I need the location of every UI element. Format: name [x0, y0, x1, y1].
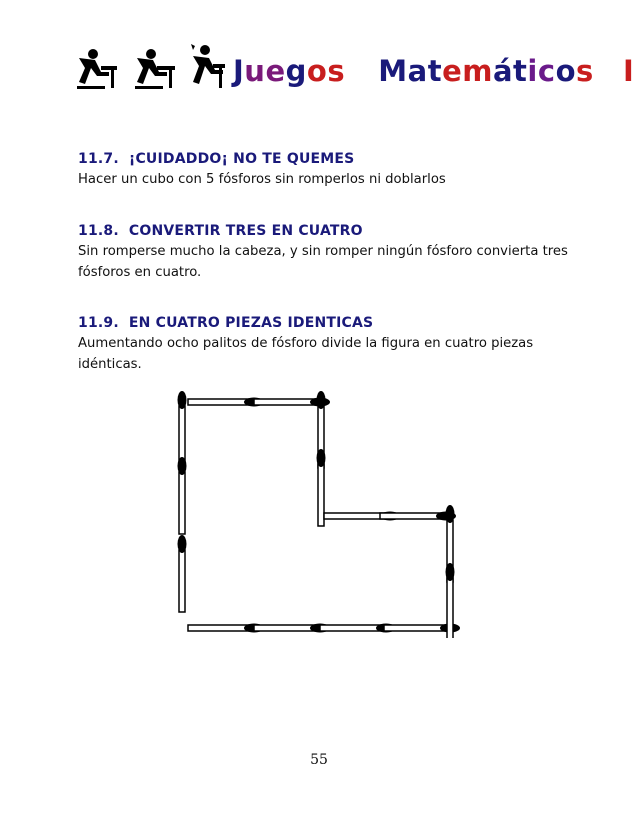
title-letter: o [555, 54, 576, 88]
title-letter: g [285, 54, 307, 88]
section-heading: EN CUATRO PIEZAS IDENTICAS [128, 315, 374, 331]
pupil-at-desk-icon [77, 49, 117, 89]
title-letter: Mat [378, 54, 443, 88]
title-letter: át [492, 54, 528, 88]
matchstick-l-shape-icon [170, 388, 470, 638]
header-figures [75, 44, 225, 92]
section-number: 11.8. [78, 223, 119, 239]
section-11-9 [78, 314, 578, 375]
section-body: Sin romperse mucho la cabeza, y sin romper ningún fósforo convierta tres fósforos en cuatro. [78, 244, 568, 280]
page-number: 55 [310, 752, 328, 768]
matchstick [188, 398, 264, 407]
matchstick [188, 624, 264, 633]
matchstick [446, 563, 455, 638]
title-suffix: I [622, 54, 635, 88]
title-letter: J [233, 54, 245, 88]
pupil-at-desk-icon [191, 44, 225, 88]
pupil-at-desk-icon [135, 49, 175, 89]
section-title [78, 314, 578, 332]
section-title [78, 222, 578, 240]
title-letter: em [442, 54, 493, 88]
title-word-2 [378, 54, 593, 88]
section-body: Aumentando ocho palitos de fósforo divide la figura en cuatro piezas idénticas. [78, 336, 534, 372]
title-letter: os [306, 54, 346, 88]
page-header [75, 44, 635, 92]
section-title [78, 150, 578, 168]
section-11-8 [78, 222, 578, 283]
section-number: 11.7. [78, 151, 119, 167]
matchstick [178, 457, 187, 534]
section-11-7 [78, 150, 578, 190]
title-word-1 [233, 54, 345, 88]
section-heading: CONVERTIR TRES EN CUATRO [128, 223, 363, 239]
header-title [233, 54, 634, 88]
matchstick [178, 535, 187, 612]
section-body: Hacer un cubo con 5 fósforos sin romperlos ni doblarlos [78, 172, 446, 187]
title-letter: ue [244, 54, 286, 88]
matchstick [178, 391, 187, 468]
matchstick [380, 512, 456, 521]
title-letter: ic [527, 54, 556, 88]
section-heading: ¡CUIDADDO¡ NO TE QUEMES [128, 151, 355, 167]
matchstick [254, 624, 330, 633]
section-number: 11.9. [78, 315, 119, 331]
title-letter: s [576, 54, 594, 88]
